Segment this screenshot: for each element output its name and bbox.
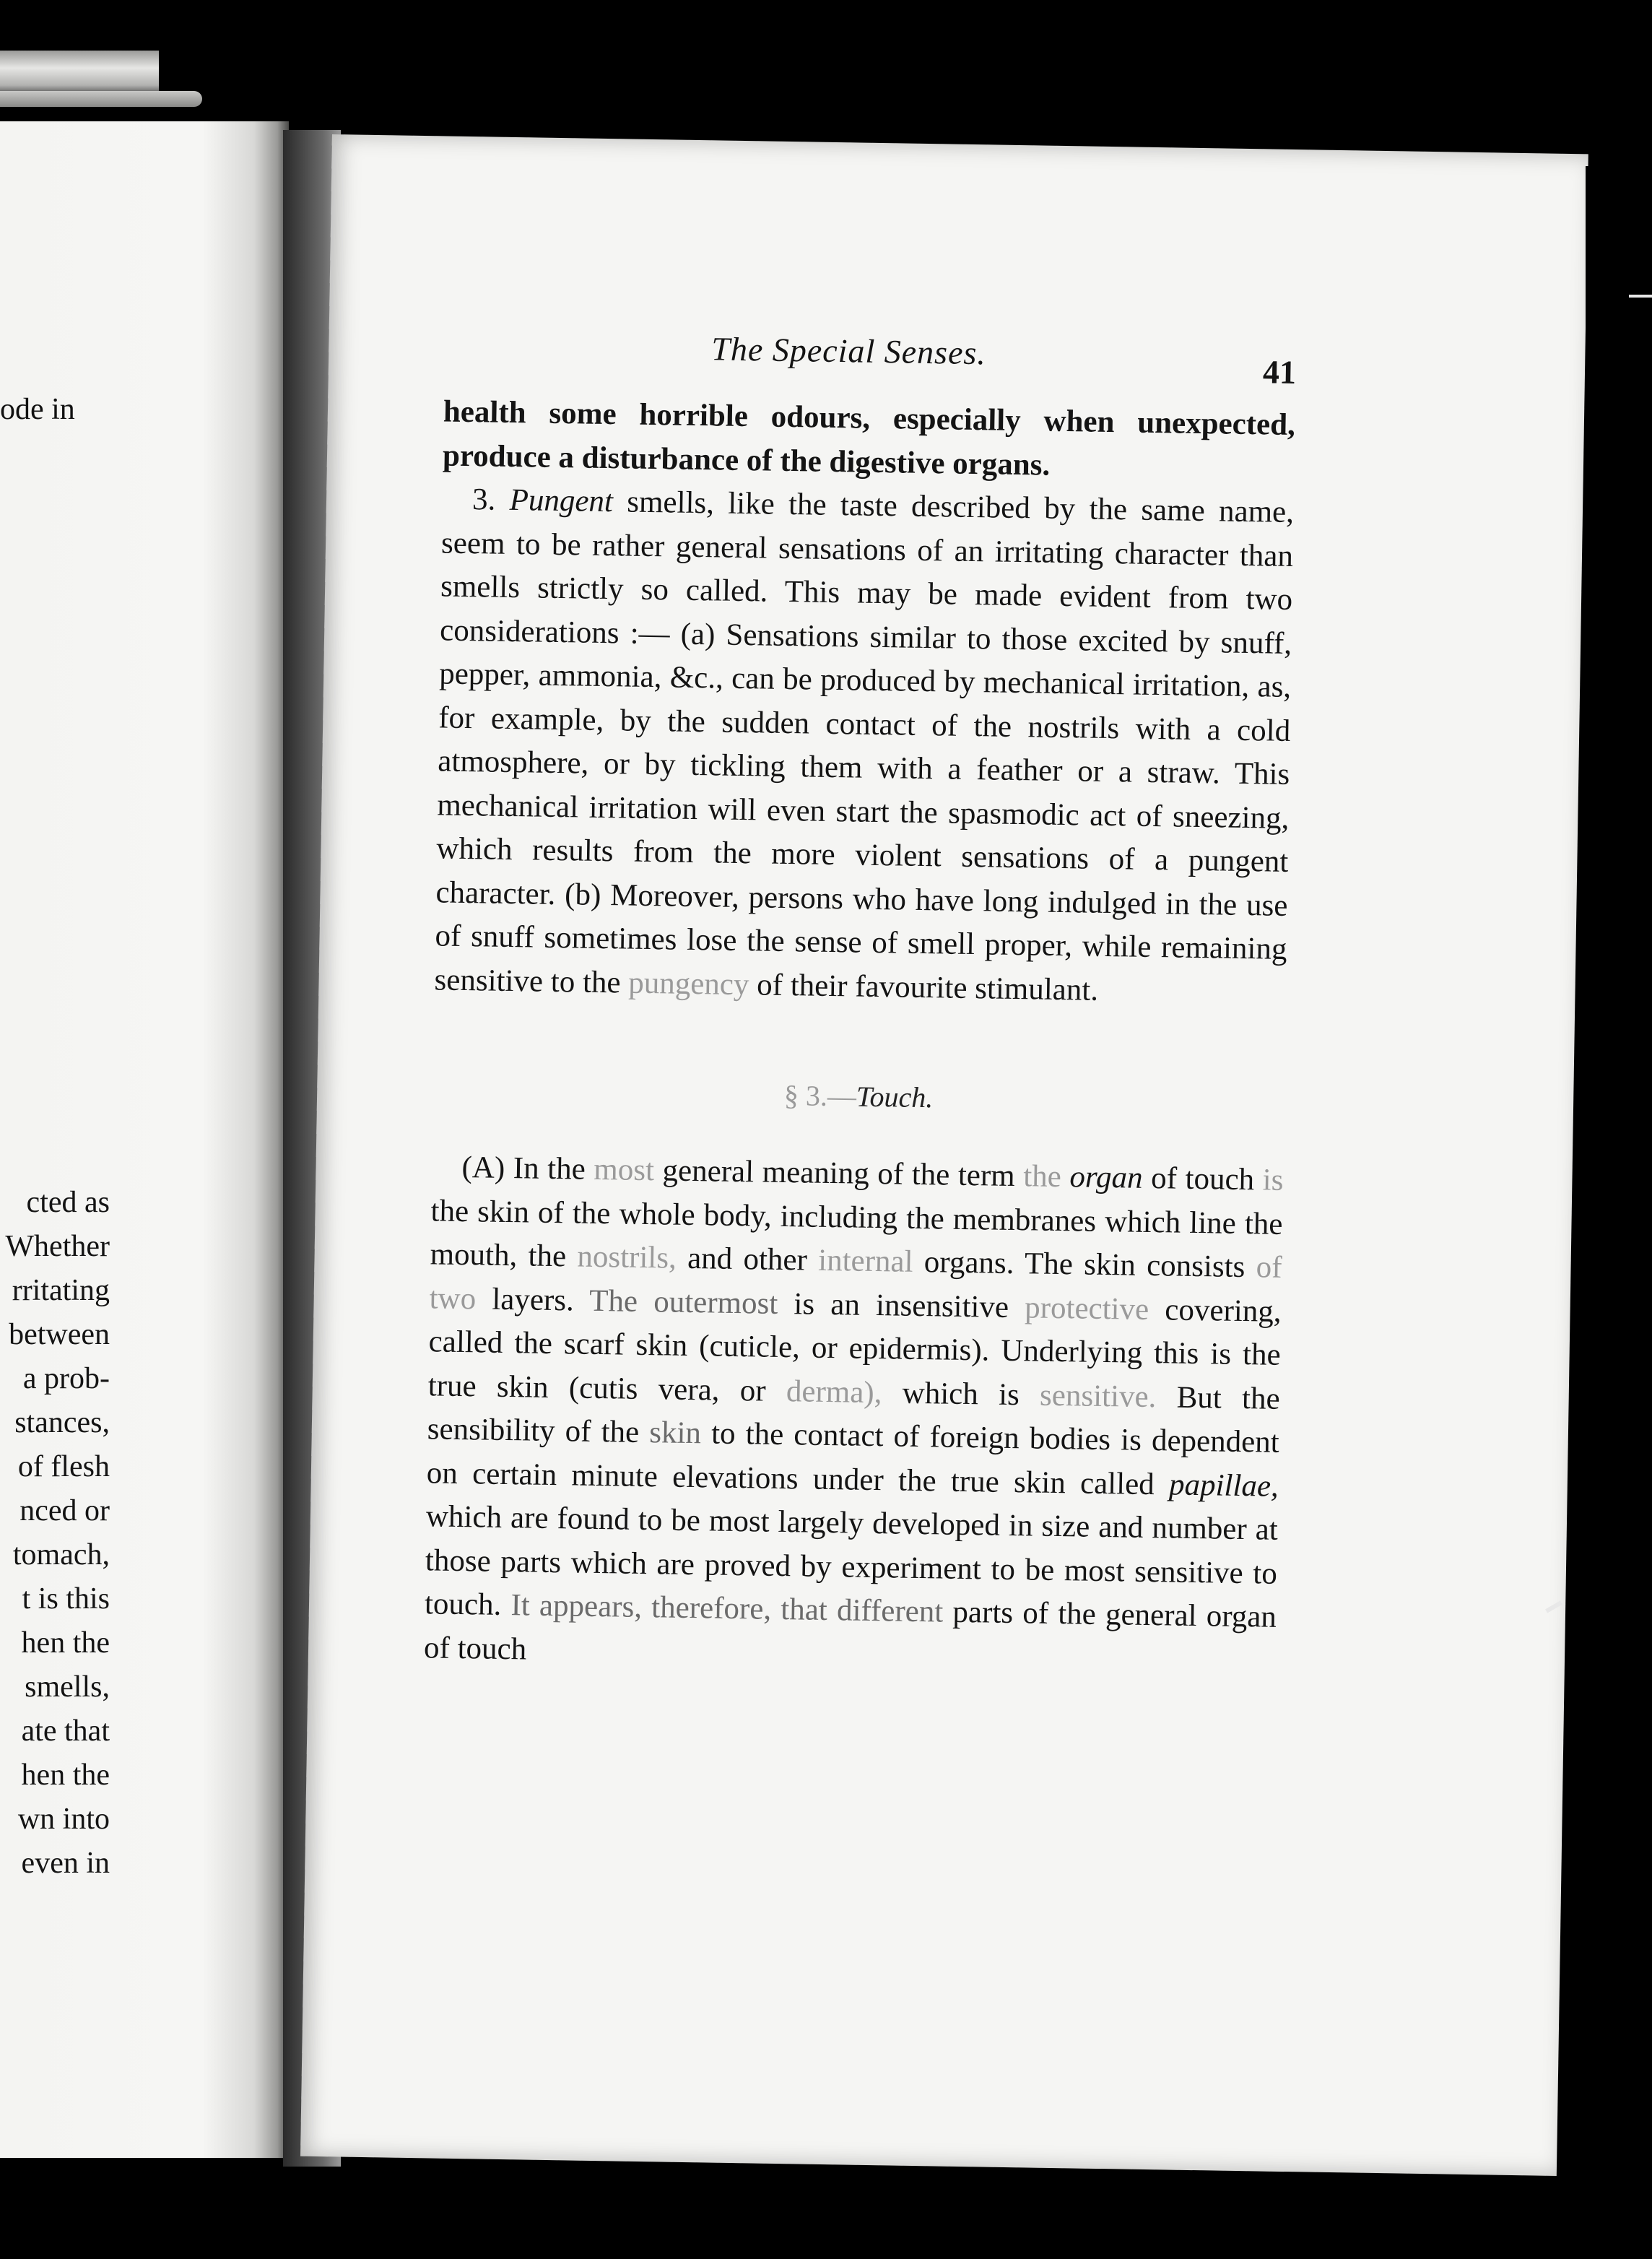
- left-page-line: a prob-: [22, 1362, 110, 1395]
- paragraph-text: is an insensitive: [777, 1286, 1025, 1324]
- faded-text: nostrils,: [577, 1239, 677, 1275]
- faded-text: It appears, therefore, that different: [510, 1588, 944, 1629]
- paragraph-text: parts of the general organ of touch: [423, 1595, 1277, 1666]
- right-page: [300, 134, 1588, 2176]
- paragraph-text: organs. The skin consists: [913, 1244, 1257, 1285]
- left-page-line: ate that: [21, 1714, 110, 1748]
- faded-text: the: [1022, 1159, 1062, 1194]
- paragraph-touch: [424, 1145, 1284, 1683]
- list-marker-b: (b): [564, 877, 601, 912]
- paragraph-text: the skin of the whole body, including the membranes which line the mouth, the: [430, 1193, 1283, 1274]
- faded-text: The outermost: [588, 1283, 778, 1321]
- paragraph-text: general meaning of the term: [653, 1153, 1024, 1194]
- term-papillae: papillae,: [1168, 1467, 1279, 1504]
- section-heading: [432, 1072, 1285, 1120]
- faded-text: most: [594, 1152, 655, 1188]
- paragraph-text: to the contact of foreign bodies is dependent on certain minute elevations under the true skin called: [426, 1416, 1280, 1501]
- running-title: The Special Senses.: [711, 330, 987, 372]
- faded-text: is: [1262, 1163, 1284, 1197]
- section-number: § 3.—: [783, 1078, 857, 1113]
- section-title: Touch.: [856, 1080, 934, 1114]
- faded-text: protective: [1024, 1290, 1149, 1327]
- term-pungent: Pungent: [509, 482, 614, 519]
- left-page-fragment: ode in: [0, 393, 75, 426]
- left-page-line: wn into: [17, 1803, 110, 1836]
- paragraph-text: covering, called the scarf skin (cuticle, or epidermis). Underlying this is the true skin (cutis vera, or: [427, 1292, 1282, 1408]
- paragraph-pungent-smells: [434, 477, 1294, 1015]
- left-page-line: hen the: [21, 1626, 110, 1660]
- paragraph-continuation: [443, 390, 1296, 491]
- paragraph-text: which is: [882, 1375, 1040, 1413]
- paragraph-text: of their favourite stimulant.: [749, 967, 1099, 1007]
- paragraph-text: (A) In the: [461, 1150, 594, 1187]
- left-page-line: Whether: [5, 1230, 110, 1263]
- scan-artifact: [1629, 295, 1652, 298]
- page-number: 41: [1262, 353, 1297, 391]
- left-page-line: stances,: [14, 1406, 110, 1439]
- paragraph-text: But the sensibility of the: [427, 1379, 1281, 1450]
- left-page-line: between: [9, 1318, 110, 1351]
- left-page-line: even in: [21, 1847, 110, 1880]
- term-organ: organ: [1069, 1160, 1143, 1195]
- paragraph-text: which are found to be most largely developed in size and number at those parts which are proved by experiment to be most sensitive to touch.: [424, 1499, 1279, 1623]
- list-marker-a: (a): [680, 617, 716, 651]
- left-page-line: smells,: [25, 1670, 110, 1704]
- left-page-line: t is this: [22, 1582, 110, 1616]
- left-page-line: cted as: [26, 1186, 110, 1219]
- paragraph-text: and other: [676, 1241, 819, 1278]
- left-page-line: of flesh: [17, 1450, 110, 1483]
- left-page-line: hen the: [21, 1759, 110, 1792]
- paragraph-text: of touch: [1142, 1161, 1264, 1197]
- scan-dark-edge: [1586, 166, 1652, 2188]
- binding-strip: [0, 51, 159, 94]
- page-text-block: [424, 325, 1297, 1683]
- left-page-line: tomach,: [12, 1538, 110, 1571]
- paragraph-text: smells, like the taste described by the same name, seem to be rather general sensations of an irritating character than smells strictly so called. This may be made evident from two considerations :—: [439, 485, 1295, 651]
- faded-text: skin: [648, 1415, 702, 1451]
- paragraph-number: 3.: [471, 482, 496, 517]
- left-page-line: rritating: [12, 1274, 110, 1307]
- paragraph-text: health some horrible odours, especially when unexpected, produce a disturbance of the digestive organs.: [442, 394, 1296, 482]
- paragraph-text: Sensations similar to those excited by snuff, pepper, ammonia, &c., can be produced by mechanical irritation, as, for example, by the sudden contact of the nostrils with a cold atmosphere, or by tickling them with a feather or a straw. This mechanical irritation will even start the spasmodic act of sneezing, which results from the more violent sensations of a pungent character.: [435, 617, 1292, 911]
- binding-strip-lower: [0, 91, 202, 107]
- paragraph-text: Moreover, persons who have long indulged in the use of snuff sometimes lose the sense of smell proper, while remaining sensitive to the: [434, 877, 1288, 1000]
- left-page: [0, 121, 289, 2158]
- left-page-line: nced or: [19, 1494, 110, 1527]
- faded-text: pungency: [627, 966, 749, 1002]
- faded-text: of two: [429, 1250, 1282, 1316]
- running-head: [443, 325, 1296, 404]
- faded-text: derma),: [786, 1374, 882, 1410]
- paragraph-text: layers.: [475, 1281, 590, 1318]
- faded-text: internal: [817, 1243, 913, 1279]
- faded-text: sensitive.: [1039, 1378, 1157, 1414]
